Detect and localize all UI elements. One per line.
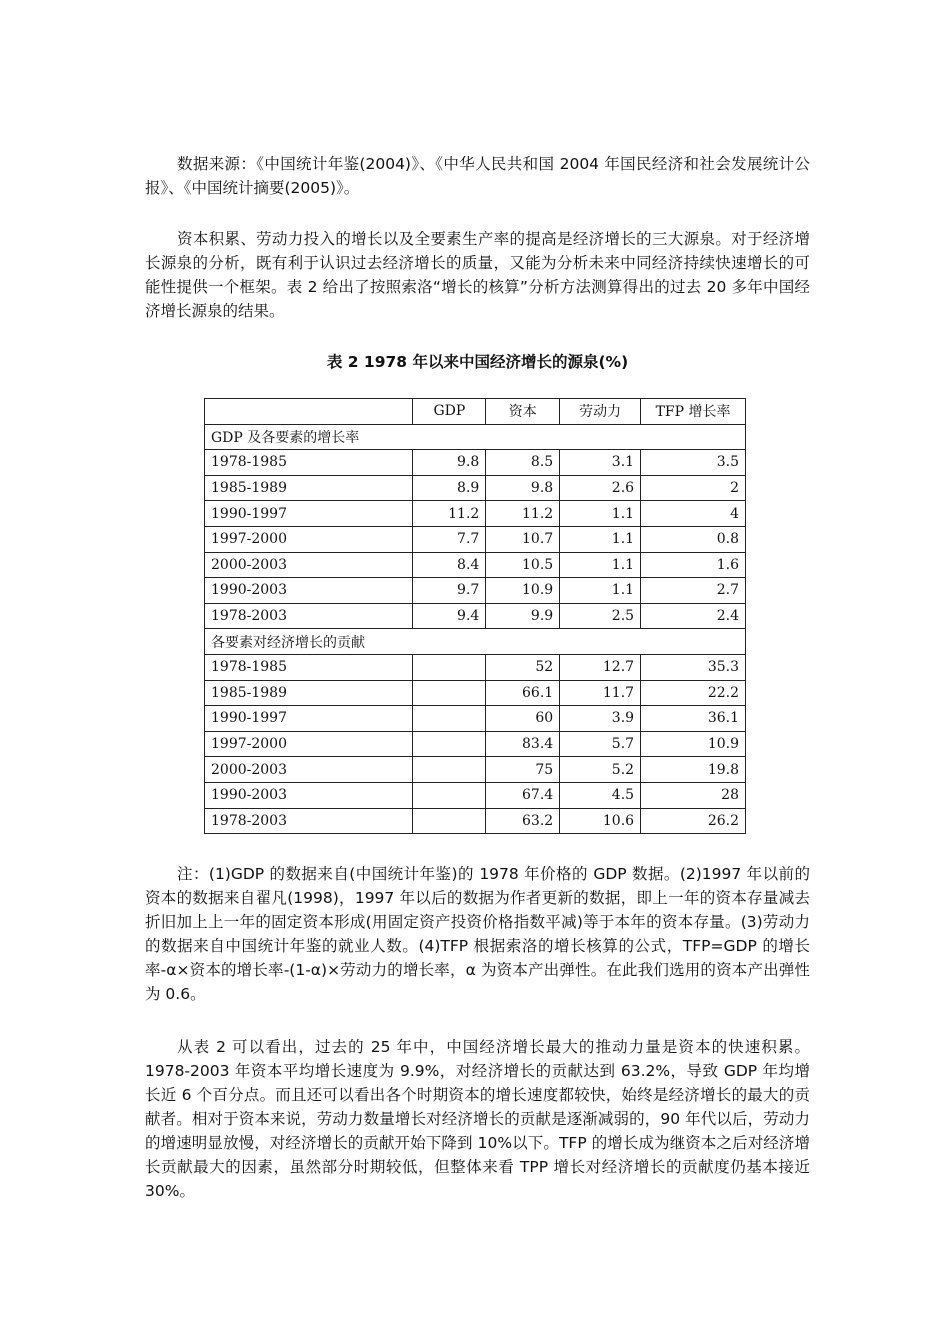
gdp-cell (413, 782, 486, 808)
tfp-cell: 2 (641, 475, 746, 501)
capital-cell: 10.5 (486, 552, 560, 578)
table-row (205, 501, 746, 527)
tfp-cell: 10.9 (641, 731, 746, 757)
table-caption: 表 2 1978 年以来中国经济增长的源泉(%) (326, 353, 629, 371)
tfp-cell: 2.4 (641, 603, 746, 629)
table-row (205, 782, 746, 808)
table-row (205, 475, 746, 501)
notes-paragraph: 注：(1)GDP 的数据来自(中国统计年鉴)的 1978 年价格的 GDP 数据。(2)1997 年以前的资本的数据来自翟凡(1998)，1997 年以后的数据为作者更新的数据，即上一年的资本存量减去折旧加上上一年的固定资本形成(用固定资产投资价格指数平减)等于本年的资本存量。(3)劳动力的数据来自中国统计年鉴的就业人数。(4)TFP 根据索洛的增长核算的公式，TFP=GDP 的增长率-α×资本的增长率-(1-α)×劳动力的增长率，α 为资本产出弹性。在此我们选用的资本产出弹性为 0.6。 (145, 865, 810, 1003)
header-cell: 资本 (486, 399, 560, 425)
labor-cell: 5.2 (560, 757, 641, 783)
analysis-paragraph: 从表 2 可以看出，过去的 25 年中，中国经济增长最大的推动力量是资本的快速积累。1978-2003 年资本平均增长速度为 9.9%，对经济增长的贡献达到 63.2%，导致 GDP 年均增长近 6 个百分点。而且还可以看出各个时期资本的增长速度都较快，始终是经济增长的最大的贡献者。相对于资本来说，劳动力数量增长对经济增长的贡献是逐渐减弱的，90 年代以后，劳动力的增速明显放慢，对经济增长的贡献开始下降到 10%以下。TFP 的增长成为继资本之后对经济增长贡献最大的因素，虽然部分时期较低，但整体来看 TPP 增长对经济增长的贡献度仍基本接近 30%。 (145, 1038, 810, 1200)
gdp-cell (413, 654, 486, 680)
gdp-cell: 9.7 (413, 578, 486, 604)
tfp-cell: 19.8 (641, 757, 746, 783)
capital-cell: 63.2 (486, 808, 560, 834)
capital-cell: 66.1 (486, 680, 560, 706)
tfp-cell: 35.3 (641, 654, 746, 680)
capital-cell: 8.5 (486, 450, 560, 476)
table-row (205, 603, 746, 629)
period-cell: 1990-2003 (205, 782, 413, 808)
capital-cell: 67.4 (486, 782, 560, 808)
growth-sources-table (204, 398, 746, 834)
period-cell: 2000-2003 (205, 552, 413, 578)
table-row (205, 654, 746, 680)
period-cell: 1990-1997 (205, 706, 413, 732)
labor-cell: 1.1 (560, 501, 641, 527)
period-cell: 2000-2003 (205, 757, 413, 783)
table-row (205, 680, 746, 706)
tfp-cell: 4 (641, 501, 746, 527)
labor-cell: 3.1 (560, 450, 641, 476)
data-source-paragraph: 数据来源：《中国统计年鉴(2004)》、《中华人民共和国 2004 年国民经济和社会发展统计公报》、《中国统计摘要(2005)》。 (145, 155, 810, 197)
section-title-row (205, 629, 746, 655)
capital-cell: 75 (486, 757, 560, 783)
tfp-cell: 36.1 (641, 706, 746, 732)
period-cell: 1978-1985 (205, 450, 413, 476)
tfp-cell: 22.2 (641, 680, 746, 706)
labor-cell: 10.6 (560, 808, 641, 834)
period-cell: 1978-2003 (205, 603, 413, 629)
tfp-cell: 2.7 (641, 578, 746, 604)
tfp-cell: 28 (641, 782, 746, 808)
period-cell: 1978-2003 (205, 808, 413, 834)
gdp-cell: 7.7 (413, 526, 486, 552)
gdp-cell (413, 757, 486, 783)
table-row (205, 450, 746, 476)
labor-cell: 12.7 (560, 654, 641, 680)
gdp-cell (413, 706, 486, 732)
capital-cell: 9.8 (486, 475, 560, 501)
header-cell: 劳动力 (560, 399, 641, 425)
table-row (205, 731, 746, 757)
tfp-cell: 26.2 (641, 808, 746, 834)
capital-cell: 83.4 (486, 731, 560, 757)
gdp-cell: 9.4 (413, 603, 486, 629)
period-cell: 1985-1989 (205, 680, 413, 706)
period-cell: 1990-1997 (205, 501, 413, 527)
labor-cell: 1.1 (560, 552, 641, 578)
labor-cell: 2.6 (560, 475, 641, 501)
period-cell: 1985-1989 (205, 475, 413, 501)
section-title: 各要素对经济增长的贡献 (205, 629, 746, 655)
section-title: GDP 及各要素的增长率 (205, 424, 746, 450)
header-cell: TFP 增长率 (641, 399, 746, 425)
table-row (205, 706, 746, 732)
gdp-cell: 9.8 (413, 450, 486, 476)
gdp-cell: 11.2 (413, 501, 486, 527)
labor-cell: 2.5 (560, 603, 641, 629)
intro-paragraph: 资本积累、劳动力投入的增长以及全要素生产率的提高是经济增长的三大源泉。对于经济增长源泉的分析，既有利于认识过去经济增长的质量，又能为分析未来中同经济持续快速增长的可能性提供一个框架。表 2 给出了按照索洛“增长的核算”分析方法测算得出的过去 20 多年中国经济增长源泉的结果。 (145, 230, 810, 320)
period-cell: 1978-1985 (205, 654, 413, 680)
labor-cell: 1.1 (560, 526, 641, 552)
labor-cell: 11.7 (560, 680, 641, 706)
table-row (205, 552, 746, 578)
header-cell: GDP (413, 399, 486, 425)
period-cell: 1997-2000 (205, 731, 413, 757)
table-row (205, 808, 746, 834)
header-cell (205, 399, 413, 425)
capital-cell: 52 (486, 654, 560, 680)
period-cell: 1997-2000 (205, 526, 413, 552)
table-header-row (205, 399, 746, 425)
table-row (205, 526, 746, 552)
tfp-cell: 3.5 (641, 450, 746, 476)
gdp-cell (413, 680, 486, 706)
tfp-cell: 1.6 (641, 552, 746, 578)
capital-cell: 11.2 (486, 501, 560, 527)
labor-cell: 5.7 (560, 731, 641, 757)
gdp-cell: 8.4 (413, 552, 486, 578)
labor-cell: 1.1 (560, 578, 641, 604)
gdp-cell (413, 731, 486, 757)
labor-cell: 4.5 (560, 782, 641, 808)
capital-cell: 60 (486, 706, 560, 732)
table-row (205, 757, 746, 783)
gdp-cell: 8.9 (413, 475, 486, 501)
labor-cell: 3.9 (560, 706, 641, 732)
gdp-cell (413, 808, 486, 834)
table-row (205, 578, 746, 604)
capital-cell: 10.7 (486, 526, 560, 552)
tfp-cell: 0.8 (641, 526, 746, 552)
capital-cell: 10.9 (486, 578, 560, 604)
section-title-row (205, 424, 746, 450)
capital-cell: 9.9 (486, 603, 560, 629)
period-cell: 1990-2003 (205, 578, 413, 604)
